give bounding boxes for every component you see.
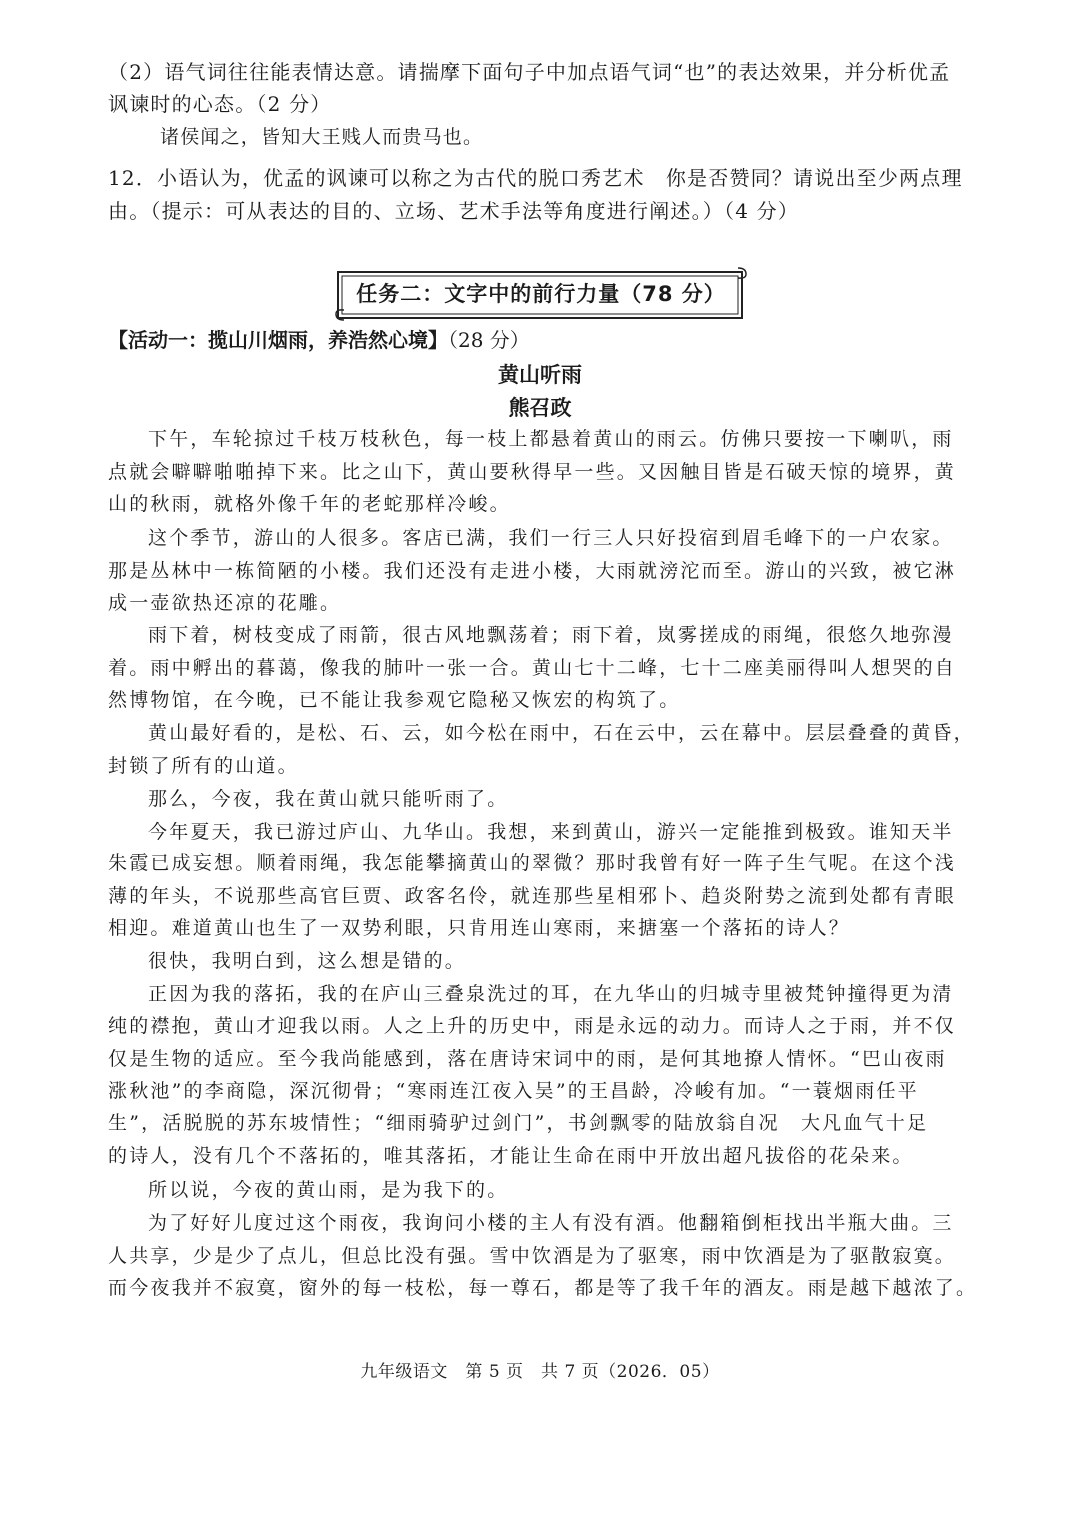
article-line: 这个季节，游山的人很多。客店已满，我们一行三人只好投宿到眉毛峰下的一户农家。 xyxy=(148,527,954,549)
article-line: 黄山最好看的，是松、石、云，如今松在雨中，石在云中，云在幕中。层层叠叠的黄昏， xyxy=(148,722,975,744)
activity-1-points: （28 分） xyxy=(448,328,530,352)
article-line: 雨下着，树枝变成了雨箭，很古风地飘荡着；雨下着，岚雾搓成的雨绳，很悠久地弥漫 xyxy=(148,624,954,646)
article-line: 纯的襟抱，黄山才迎我以雨。人之上升的历史中，雨是永远的动力。而诗人之于雨，并不仅 xyxy=(108,1015,957,1037)
question-11-2-quote: 诸侯闻之，皆知大王贱人而贵马也。 xyxy=(160,126,484,148)
article-line: 相迎。难道黄山也生了一双势利眼，只肯用连山寒雨，来搪塞一个落拓的诗人？ xyxy=(108,917,851,939)
article-line: 人共享，少是少了点儿，但总比没有强。雪中饮酒是为了驱寒，雨中饮酒是为了驱散寂寞。 xyxy=(108,1245,957,1267)
article-line: 薄的年头，不说那些高官巨贾、政客名伶，就连那些星相邪卜、趋炎附势之流到处都有青眼 xyxy=(108,885,957,907)
article-line: 朱霞已成妄想。顺着雨绳，我怎能攀摘黄山的翠微？那时我曾有好一阵子生气呢。在这个浅 xyxy=(108,852,957,874)
article-line: 成一壶欲热还凉的花雕。 xyxy=(108,592,342,614)
article-line: 山的秋雨，就格外像千年的老蛇那样冷峻。 xyxy=(108,493,511,515)
article-line: 封锁了所有的山道。 xyxy=(108,755,299,777)
article-line: 的诗人，没有几个不落拓的，唯其落拓，才能让生命在雨中开放出超凡拔俗的花朵来。 xyxy=(108,1145,914,1167)
article-line: 下午，车轮掠过千枝万枝秋色，每一枝上都悬着黄山的雨云。仿佛只要按一下喇叭，雨 xyxy=(148,428,954,450)
activity-1-heading xyxy=(108,325,530,355)
article-line: 那是丛林中一栋简陋的小楼。我们还没有走进小楼，大雨就滂沱而至。游山的兴致，被它淋 xyxy=(108,560,957,582)
question-11-2-line-2: 讽谏时的心态。（2 分） xyxy=(108,92,332,116)
article-line: 为了好好儿度过这个雨夜，我询问小楼的主人有没有酒。他翻箱倒柜找出半瓶大曲。三 xyxy=(148,1212,954,1234)
page-footer: 九年级语文 第 5 页 共 7 页（2026．05） xyxy=(360,1362,720,1382)
question-12-line-2: 由。（提示：可从表达的目的、立场、艺术手法等角度进行阐述。）（4 分） xyxy=(108,199,800,223)
article-line: 涨秋池”的李商隐，深沉彻骨；“寒雨连江夜入吴”的王昌龄，冷峻有加。“一蓑烟雨任平 xyxy=(108,1080,919,1102)
question-12-line-1: 12．小语认为，优孟的讽谏可以称之为古代的脱口秀艺术 你是否赞同？请说出至少两点理 xyxy=(108,166,963,190)
article-line: 点就会噼噼啪啪掉下来。比之山下，黄山要秋得早一些。又因触目皆是石破天惊的境界，黄 xyxy=(108,461,957,483)
question-11-2-line-1: （2）语气词往往能表情达意。请揣摩下面句子中加点语气词“也”的表达效果，并分析优孟 xyxy=(108,60,951,84)
article-author: 熊召政 xyxy=(508,396,572,420)
article-line: 所以说，今夜的黄山雨，是为我下的。 xyxy=(148,1179,509,1201)
task-2-title: 任务二：文字中的前行力量（78 分） xyxy=(356,282,726,306)
article-line: 着。雨中孵出的暮蔼，像我的肺叶一张一合。黄山七十二峰，七十二座美丽得叫人想哭的自 xyxy=(108,657,957,679)
article-line: 那么，今夜，我在黄山就只能听雨了。 xyxy=(148,788,509,810)
article-line: 今年夏天，我已游过庐山、九华山。我想，来到黄山，游兴一定能推到极致。谁知天半 xyxy=(148,821,954,843)
article-line: 很快，我明白到，这么想是错的。 xyxy=(148,950,467,972)
article-title: 黄山听雨 xyxy=(498,363,582,387)
article-line: 生”，活脱脱的苏东坡情性；“细雨骑驴过剑门”，书剑飘零的陆放翁自况 大凡血气十足 xyxy=(108,1112,929,1134)
article-line: 而今夜我并不寂寞，窗外的每一枝松，每一尊石，都是等了我千年的酒友。雨是越下越浓了。 xyxy=(108,1277,978,1299)
activity-1-label: 【活动一：揽山川烟雨，养浩然心境】 xyxy=(108,328,448,352)
article-line: 仅是生物的适应。至今我尚能感到，落在唐诗宋词中的雨，是何其地撩人情怀。“巴山夜雨 xyxy=(108,1048,947,1070)
task-2-banner xyxy=(334,266,748,322)
article-line: 正因为我的落拓，我的在庐山三叠泉洗过的耳，在九华山的归城寺里被梵钟撞得更为清 xyxy=(148,983,954,1005)
article-line: 然博物馆，在今晚，已不能让我参观它隐秘又恢宏的构筑了。 xyxy=(108,689,681,711)
